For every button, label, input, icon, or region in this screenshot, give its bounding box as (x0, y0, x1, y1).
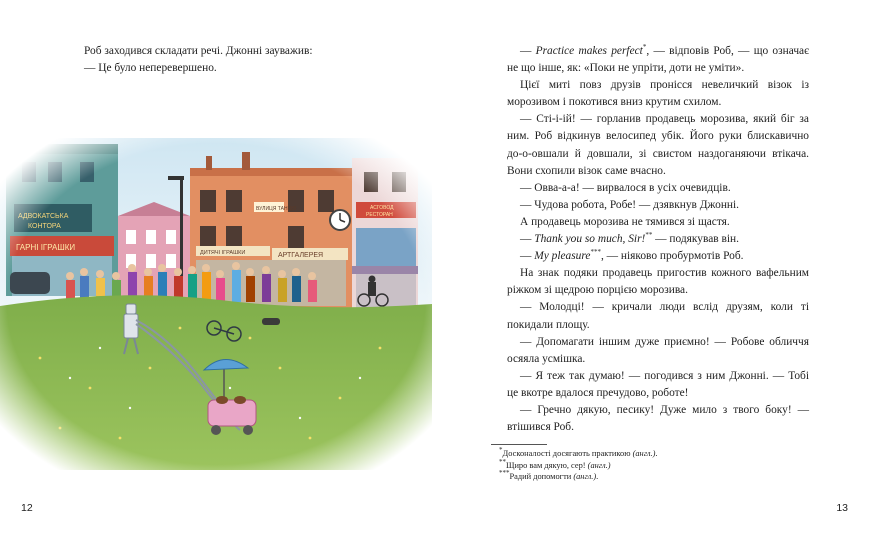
paragraph: На знак подяки продавець пригостив кожного вафельним ріжком зі щедрою порцією морозива. (507, 267, 809, 297)
paragraph: — Овва-а-а! — вирвалося в усіх очевидців. (520, 181, 731, 194)
paragraph: — Це було неперевершено. (84, 62, 217, 75)
paragraph: — Гречно дякую, песику! Дуже мило з твого боку! — втішився Роб. (507, 403, 809, 434)
footnote-divider (491, 444, 547, 445)
right-page (435, 0, 870, 535)
paragraph: — Practice makes perfect*, — відповів Роб, — що означає не що інше, як: «Поки не упріти, доти не уміти». (507, 43, 809, 75)
paragraph: Роб заходився складати речі. Джонні зауважив: (84, 45, 313, 57)
paragraph: А продавець морозива не тямився зі щастя. (520, 215, 730, 228)
footnote: **Щиро вам дякую, сер! (англ.) (499, 457, 611, 470)
page-number-right: 13 (836, 502, 848, 514)
left-page-text (84, 43, 404, 77)
paragraph: — Допомагати іншим дуже приємно! — Робове обличчя осяяла усмішка. (507, 335, 809, 365)
page-number-left: 12 (21, 502, 33, 514)
paragraph: — My pleasure***, — ніяково пробурмотів Роб. (520, 248, 744, 263)
paragraph: Цієї миті повз друзів пронісся невеличкий візок із морозивом і покотився вниз крутим схилом. (507, 79, 809, 109)
footnote: ***Радий допомогти (англ.). (499, 469, 599, 482)
paragraph: — Чудова робота, Робе! — дзявкнув Джонні. (520, 198, 740, 211)
right-page-text (507, 43, 809, 436)
footnotes (499, 448, 799, 483)
street-scene-illustration (0, 138, 432, 470)
paragraph: — Молодці! — кричали люди вслід друзям, коли ті покидали площу. (507, 301, 809, 331)
paragraph: — Thank you so much, Sir!** — подякував він. (520, 231, 739, 246)
footnote: *Досконалості досягають практикою (англ.). (499, 446, 658, 458)
paragraph: — Я теж так думаю! — погодився з ним Джонні. — Тобі це вкотре вдалося пречудово, роботе! (507, 369, 809, 399)
paragraph: — Сті-і-ій! — горланив продавець морозива, який біг за ним. Роб відкинув велосипед убік. Його руки блискавично до-о-овшали й довшали, зі свистом наздоганяючи втікача. Вони схопили візок саме вчасно. (507, 113, 809, 177)
